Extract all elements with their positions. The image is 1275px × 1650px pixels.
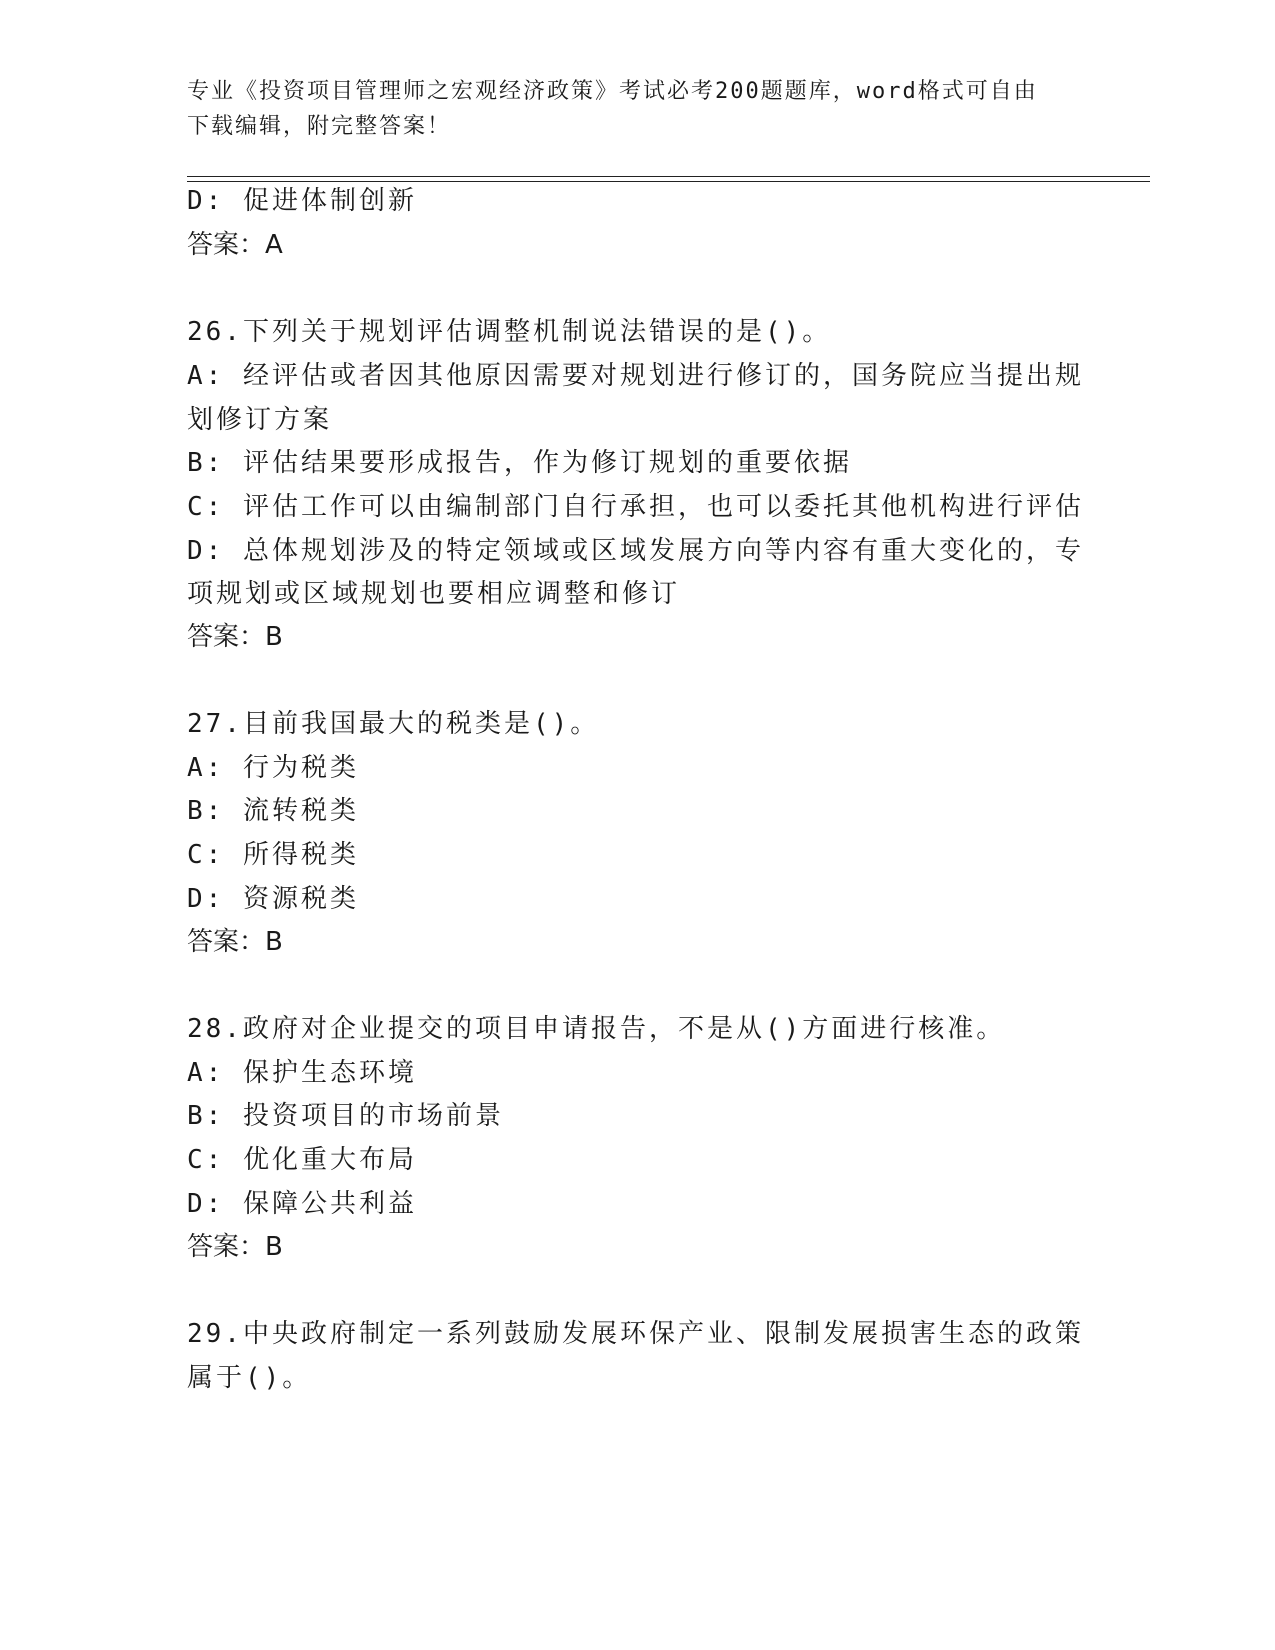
question-28-answer: 答案：B bbox=[187, 1232, 283, 1262]
question-26-option-a-line2: 划修订方案 bbox=[187, 405, 333, 435]
question-26-stem: 26.下列关于规划评估调整机制说法错误的是()。 bbox=[187, 317, 832, 347]
question-26-option-b: B: 评估结果要形成报告，作为修订规划的重要依据 bbox=[187, 448, 852, 478]
question-27-option-a: A: 行为税类 bbox=[187, 753, 359, 783]
question-26-option-d-line2: 项规划或区域规划也要相应调整和修订 bbox=[187, 579, 681, 609]
question-28-option-c: C: 优化重大布局 bbox=[187, 1145, 417, 1175]
prev-option-d: D: 促进体制创新 bbox=[187, 186, 417, 216]
question-27-answer: 答案：B bbox=[187, 927, 283, 957]
header-line-2: 下载编辑，附完整答案！ bbox=[187, 114, 452, 139]
question-26-option-d-line1: D: 总体规划涉及的特定领域或区域发展方向等内容有重大变化的，专 bbox=[187, 536, 1084, 566]
question-27-option-c: C: 所得税类 bbox=[187, 840, 359, 870]
header-divider-top bbox=[187, 176, 1150, 177]
document-header bbox=[187, 74, 1067, 144]
question-27-option-b: B: 流转税类 bbox=[187, 796, 359, 826]
question-26-option-c: C: 评估工作可以由编制部门自行承担，也可以委托其他机构进行评估 bbox=[187, 492, 1084, 522]
prev-answer: 答案：A bbox=[187, 230, 283, 260]
question-28-option-a: A: 保护生态环境 bbox=[187, 1058, 417, 1088]
question-26-answer: 答案：B bbox=[187, 622, 283, 652]
question-28-option-b: B: 投资项目的市场前景 bbox=[187, 1101, 504, 1131]
question-29-stem-line1: 29.中央政府制定一系列鼓励发展环保产业、限制发展损害生态的政策 bbox=[187, 1319, 1084, 1349]
question-29-stem-line2: 属于()。 bbox=[187, 1363, 312, 1393]
question-27-option-d: D: 资源税类 bbox=[187, 884, 359, 914]
header-line-1: 专业《投资项目管理师之宏观经济政策》考试必考200题题库，word格式可自由 bbox=[187, 79, 1038, 104]
question-28-option-d: D: 保障公共利益 bbox=[187, 1189, 417, 1219]
question-26-option-a-line1: A: 经评估或者因其他原因需要对规划进行修订的，国务院应当提出规 bbox=[187, 361, 1084, 391]
question-28-stem: 28.政府对企业提交的项目申请报告，不是从()方面进行核准。 bbox=[187, 1014, 1006, 1044]
question-27-stem: 27.目前我国最大的税类是()。 bbox=[187, 709, 600, 739]
